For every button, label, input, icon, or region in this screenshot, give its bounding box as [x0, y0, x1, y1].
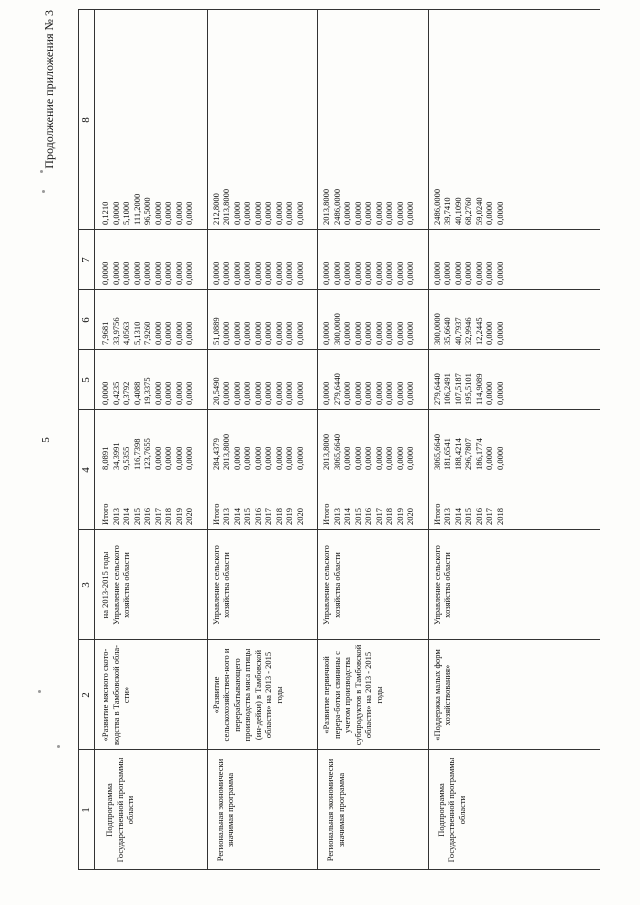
value-cell: 19,3375 [142, 377, 152, 405]
value-cell: 279,6440 [431, 373, 442, 405]
value-cell: 0,0000 [352, 321, 363, 345]
value-column [100, 262, 195, 285]
value-cell: 0,0000 [242, 381, 252, 405]
year-label: 2020 [184, 508, 194, 525]
value-cell: 0,0000 [321, 261, 331, 285]
value-cell: 0,0000 [363, 321, 373, 345]
year-label: 2017 [373, 508, 384, 525]
value-cell: 0,0000 [494, 261, 505, 285]
value-cell: 279,6440 [331, 373, 342, 405]
value-cell: 2013,8000 [321, 188, 331, 225]
value-cell: 0,0000 [163, 446, 173, 470]
value-cell: 0,0000 [384, 446, 394, 470]
year-label: 2018 [273, 508, 284, 525]
year-label: 2018 [163, 508, 173, 525]
value-column [211, 317, 306, 345]
value-cell: 40,7937 [452, 317, 463, 345]
value-cell: 0,0000 [484, 321, 494, 345]
value-column [100, 377, 195, 405]
value-cell: 0,0000 [110, 201, 121, 225]
value-cell: 0,0000 [342, 446, 352, 470]
value-cell: 5,1310 [131, 321, 142, 345]
value-cell: 0,0000 [152, 381, 163, 405]
program-type: Региональная экономически значимая программа [214, 758, 235, 862]
value-cell: 9,5355 [121, 446, 131, 470]
year-label: 2016 [363, 508, 373, 525]
value-cell: 0,0000 [121, 261, 131, 285]
value-cell: 7,9681 [100, 321, 110, 345]
value-cell: 0,0000 [252, 381, 263, 405]
value-cell: 0,0000 [294, 201, 305, 225]
value-cell: 0,0000 [263, 446, 273, 470]
program-executor: Управление сельского хозяйства области [321, 545, 342, 625]
value-cell: 8,0891 [100, 446, 110, 470]
value-cell: 212,8000 [210, 193, 221, 225]
value-cell: 0,0000 [363, 446, 373, 470]
value-cell: 0,0000 [252, 201, 263, 225]
value-cell: 59,0240 [473, 197, 484, 225]
value-column [100, 503, 195, 525]
value-cell: 0,0000 [273, 446, 284, 470]
value-cell: 0,0000 [173, 381, 184, 405]
value-column [432, 503, 506, 525]
value-cell: 0,0000 [152, 201, 163, 225]
value-cell: 0,0000 [263, 381, 273, 405]
program-executor: Управление сельского хозяйства области [431, 545, 452, 625]
value-cell: 2486,0000 [431, 188, 442, 225]
value-cell: 0,0000 [263, 201, 273, 225]
value-cell: 0,0000 [221, 321, 231, 345]
value-cell: 0,0000 [284, 446, 294, 470]
year-label: Итого [210, 503, 221, 525]
column-divider [78, 349, 600, 350]
value-cell: 0,0000 [152, 446, 163, 470]
program-executor: Управление сельского хозяйства области [210, 545, 231, 625]
value-cell: 0,0000 [231, 201, 242, 225]
value-cell: 0,0000 [242, 446, 252, 470]
year-label: 2014 [342, 508, 352, 525]
value-cell: 0,0000 [405, 321, 415, 345]
value-column [321, 189, 416, 225]
value-column [321, 373, 416, 405]
value-cell: 0,0000 [405, 201, 415, 225]
program-type: Подпрограмма Государственной программы области [435, 757, 467, 863]
year-label: 2018 [384, 508, 394, 525]
column-number: 5 [80, 377, 92, 383]
value-cell: 0,0000 [463, 261, 473, 285]
program-name: «Поддержка малых форм хозяйствования» [431, 649, 452, 741]
value-cell: 0,0000 [163, 201, 173, 225]
block-divider [207, 10, 208, 870]
year-label: 2013 [331, 508, 342, 525]
value-column [211, 262, 306, 285]
value-cell: 0,0000 [373, 321, 384, 345]
value-cell: 0,0000 [142, 261, 152, 285]
program-executor: на 2013-2015 годы Управление сельского хозяйства области [100, 545, 131, 625]
value-cell: 0,3792 [121, 381, 131, 405]
value-cell: 0,0000 [384, 261, 394, 285]
year-label: 2019 [173, 508, 184, 525]
column-divider [78, 869, 600, 870]
value-cell: 0,0000 [494, 381, 505, 405]
value-column [211, 503, 306, 525]
value-cell: 0,0000 [284, 321, 294, 345]
value-column [432, 262, 506, 285]
value-cell: 0,0000 [384, 201, 394, 225]
value-cell: 0,0000 [163, 261, 173, 285]
value-cell: 51,0889 [210, 317, 221, 345]
value-cell: 0,0000 [163, 321, 173, 345]
value-cell: 0,0000 [405, 261, 415, 285]
value-cell: 33,9756 [110, 317, 121, 345]
year-label: Итого [100, 503, 110, 525]
value-cell: 0,0000 [242, 321, 252, 345]
value-cell: 0,0000 [184, 261, 194, 285]
year-label: 2013 [442, 508, 452, 525]
value-column [100, 317, 195, 345]
year-label: 2015 [463, 508, 473, 525]
year-label: 2019 [394, 508, 405, 525]
year-label: 2013 [110, 508, 121, 525]
value-cell: 0,0000 [173, 261, 184, 285]
value-cell: 0,0000 [252, 261, 263, 285]
value-cell: 0,0000 [342, 381, 352, 405]
value-cell: 0,0000 [273, 381, 284, 405]
value-cell: 188,4214 [452, 438, 463, 470]
value-cell: 2013,8000 [321, 433, 331, 470]
value-cell: 5,1000 [121, 201, 131, 225]
value-cell: 300,0000 [331, 313, 342, 345]
value-column [100, 194, 195, 225]
value-cell: 0,0000 [321, 321, 331, 345]
value-cell: 0,0000 [373, 446, 384, 470]
value-cell: 4,0563 [121, 321, 131, 345]
value-cell: 35,6640 [442, 317, 452, 345]
value-cell: 0,0000 [263, 261, 273, 285]
value-cell: 0,0000 [152, 321, 163, 345]
column-divider [78, 9, 600, 10]
column-number: 8 [80, 117, 92, 123]
value-cell: 0,0000 [252, 446, 263, 470]
year-label: 2019 [284, 508, 294, 525]
value-cell: 186,1774 [473, 438, 484, 470]
value-cell: 40,1090 [452, 197, 463, 225]
year-label: 2020 [405, 508, 415, 525]
value-cell: 0,0000 [284, 381, 294, 405]
value-cell: 0,0000 [100, 261, 110, 285]
value-cell: 0,0000 [394, 261, 405, 285]
value-cell: 107,5187 [452, 373, 463, 405]
value-cell: 0,0000 [184, 381, 194, 405]
value-cell: 20,5490 [210, 377, 221, 405]
value-cell: 0,0000 [484, 261, 494, 285]
year-label: 2016 [473, 508, 484, 525]
program-name: «Развитие сельскохозяйствен-ного и перерабатывающего производства мяса птицы (ин-дейки) в Тамбовской области» на 2013 - 2015 годы [210, 648, 284, 742]
value-cell: 0,0000 [210, 261, 221, 285]
value-cell: 284,4379 [210, 438, 221, 470]
value-column [211, 377, 306, 405]
value-cell: 0,0000 [405, 446, 415, 470]
column-divider [78, 529, 600, 530]
value-cell: 0,4235 [110, 381, 121, 405]
value-cell: 0,0000 [494, 321, 505, 345]
value-cell: 0,0000 [184, 446, 194, 470]
value-cell: 0,0000 [484, 446, 494, 470]
column-divider [78, 409, 600, 410]
year-label: 2016 [142, 508, 152, 525]
table-top-border [78, 10, 79, 870]
column-number: 7 [80, 257, 92, 263]
value-cell: 0,0000 [321, 381, 331, 405]
value-cell: 0,0000 [342, 321, 352, 345]
value-cell: 0,0000 [394, 446, 405, 470]
value-cell: 0,0000 [131, 261, 142, 285]
value-cell: 0,0000 [294, 321, 305, 345]
column-number: 1 [80, 807, 92, 813]
value-cell: 0,0000 [394, 321, 405, 345]
value-cell: 0,0000 [184, 321, 194, 345]
year-label: 2014 [121, 508, 131, 525]
value-cell: 0,0000 [184, 201, 194, 225]
value-cell: 0,0000 [231, 261, 242, 285]
column-number: 6 [80, 317, 92, 323]
value-cell: 0,0000 [373, 381, 384, 405]
rotated-document [40, 10, 600, 870]
value-cell: 0,0000 [284, 201, 294, 225]
value-cell: 181,6541 [442, 438, 452, 470]
value-column [211, 189, 306, 225]
value-cell: 296,7807 [463, 438, 473, 470]
value-cell: 0,0000 [342, 261, 352, 285]
column-divider [78, 639, 600, 640]
block-divider [317, 10, 318, 870]
value-cell: 0,0000 [252, 321, 263, 345]
year-label: 2016 [252, 508, 263, 525]
year-label: 2015 [352, 508, 363, 525]
value-cell: 0,0000 [394, 201, 405, 225]
value-cell: 2013,8000 [221, 433, 231, 470]
value-cell: 0,0000 [242, 261, 252, 285]
column-divider [78, 289, 600, 290]
value-cell: 0,0000 [110, 261, 121, 285]
value-cell: 0,0000 [294, 446, 305, 470]
value-cell: 106,2491 [442, 373, 452, 405]
value-cell: 0,1210 [100, 201, 110, 225]
value-cell: 39,7410 [442, 197, 452, 225]
page-number: 5 [40, 437, 52, 443]
value-column [211, 434, 306, 470]
column-divider [78, 229, 600, 230]
value-cell: 0,0000 [363, 381, 373, 405]
year-label: 2014 [231, 508, 242, 525]
value-cell: 68,2760 [463, 197, 473, 225]
program-type: Региональная экономически значимая программа [325, 758, 346, 862]
value-cell: 7,9260 [142, 321, 152, 345]
value-column [321, 434, 416, 470]
value-cell: 0,0000 [373, 201, 384, 225]
value-cell: 0,0000 [173, 446, 184, 470]
value-cell: 0,0000 [394, 381, 405, 405]
value-cell: 0,0000 [442, 261, 452, 285]
value-column [432, 373, 506, 405]
value-cell: 0,0000 [242, 201, 252, 225]
value-cell: 0,0000 [352, 381, 363, 405]
value-column [321, 313, 416, 345]
value-cell: 0,0000 [231, 321, 242, 345]
program-name: «Развитие мясного ското-водства в Тамбовской обла-сти» [100, 645, 131, 745]
value-cell: 0,0000 [484, 381, 494, 405]
value-cell: 300,0000 [431, 313, 442, 345]
value-cell: 0,0000 [273, 201, 284, 225]
year-label: Итого [321, 503, 331, 525]
value-cell: 0,0000 [331, 261, 342, 285]
value-column [100, 438, 195, 470]
program-type: Подпрограмма Государственной программы области [104, 757, 135, 863]
value-cell: 0,0000 [363, 201, 373, 225]
value-cell: 116,7398 [131, 438, 142, 470]
value-cell: 0,0000 [294, 261, 305, 285]
year-label: 2018 [494, 508, 505, 525]
value-cell: 0,0000 [273, 321, 284, 345]
value-cell: 0,0000 [273, 261, 284, 285]
value-cell: 12,2445 [473, 317, 484, 345]
value-cell: 32,9946 [463, 317, 473, 345]
value-cell: 0,4088 [131, 381, 142, 405]
value-cell: 0,0000 [494, 201, 505, 225]
value-cell: 2486,0000 [331, 188, 342, 225]
value-cell: 0,0000 [263, 321, 273, 345]
value-column [432, 434, 506, 470]
value-column [321, 262, 416, 285]
value-cell: 0,0000 [173, 201, 184, 225]
value-cell: 0,0000 [221, 381, 231, 405]
value-column [321, 503, 416, 525]
value-cell: 0,0000 [373, 261, 384, 285]
value-cell: 0,0000 [384, 381, 394, 405]
value-cell: 0,0000 [363, 261, 373, 285]
value-cell: 3065,6640 [431, 433, 442, 470]
value-cell: 0,0000 [173, 321, 184, 345]
year-label: 2014 [452, 508, 463, 525]
value-cell: 0,0000 [352, 201, 363, 225]
value-cell: 0,0000 [294, 381, 305, 405]
column-number: 4 [80, 467, 92, 473]
year-label: 2017 [484, 508, 494, 525]
value-cell: 96,5000 [142, 197, 152, 225]
value-cell: 0,0000 [405, 381, 415, 405]
value-column [432, 189, 506, 225]
block-divider [428, 10, 429, 870]
value-cell: 0,0000 [452, 261, 463, 285]
year-label: 2015 [242, 508, 252, 525]
value-cell: 0,0000 [284, 261, 294, 285]
column-number: 2 [80, 692, 92, 698]
value-cell: 0,0000 [352, 446, 363, 470]
value-cell: 0,0000 [494, 446, 505, 470]
value-cell: 34,3991 [110, 442, 121, 470]
value-cell: 0,0000 [221, 261, 231, 285]
year-label: 2015 [131, 508, 142, 525]
value-cell: 2013,8000 [221, 188, 231, 225]
header-title: Продолжение приложения № 3 [42, 10, 56, 169]
year-label: 2017 [152, 508, 163, 525]
value-cell: 0,0000 [231, 446, 242, 470]
value-column [432, 313, 506, 345]
value-cell: 114,9089 [473, 373, 484, 405]
value-cell: 0,0000 [484, 201, 494, 225]
header-bottom-border [94, 10, 95, 870]
column-divider [78, 749, 600, 750]
value-cell: 111,2000 [131, 193, 142, 225]
value-cell: 0,0000 [342, 201, 352, 225]
value-cell: 0,0000 [163, 381, 173, 405]
value-cell: 0,0000 [100, 381, 110, 405]
program-name: «Развитие первичной перера-ботки свинины с учетом производства субпродуктов в Тамбовской области» на 2013 - 2015 годы [321, 644, 384, 746]
year-label: 2020 [294, 508, 305, 525]
value-cell: 0,0000 [384, 321, 394, 345]
value-cell: 123,7655 [142, 438, 152, 470]
value-cell: 0,0000 [352, 261, 363, 285]
value-cell: 195,5101 [463, 373, 473, 405]
value-cell: 0,0000 [431, 261, 442, 285]
value-cell: 0,0000 [473, 261, 484, 285]
value-cell: 3065,6640 [331, 433, 342, 470]
year-label: 2017 [263, 508, 273, 525]
year-label: Итого [431, 503, 442, 525]
column-number: 3 [80, 582, 92, 588]
year-label: 2013 [221, 508, 231, 525]
value-cell: 0,0000 [231, 381, 242, 405]
value-cell: 0,0000 [152, 261, 163, 285]
